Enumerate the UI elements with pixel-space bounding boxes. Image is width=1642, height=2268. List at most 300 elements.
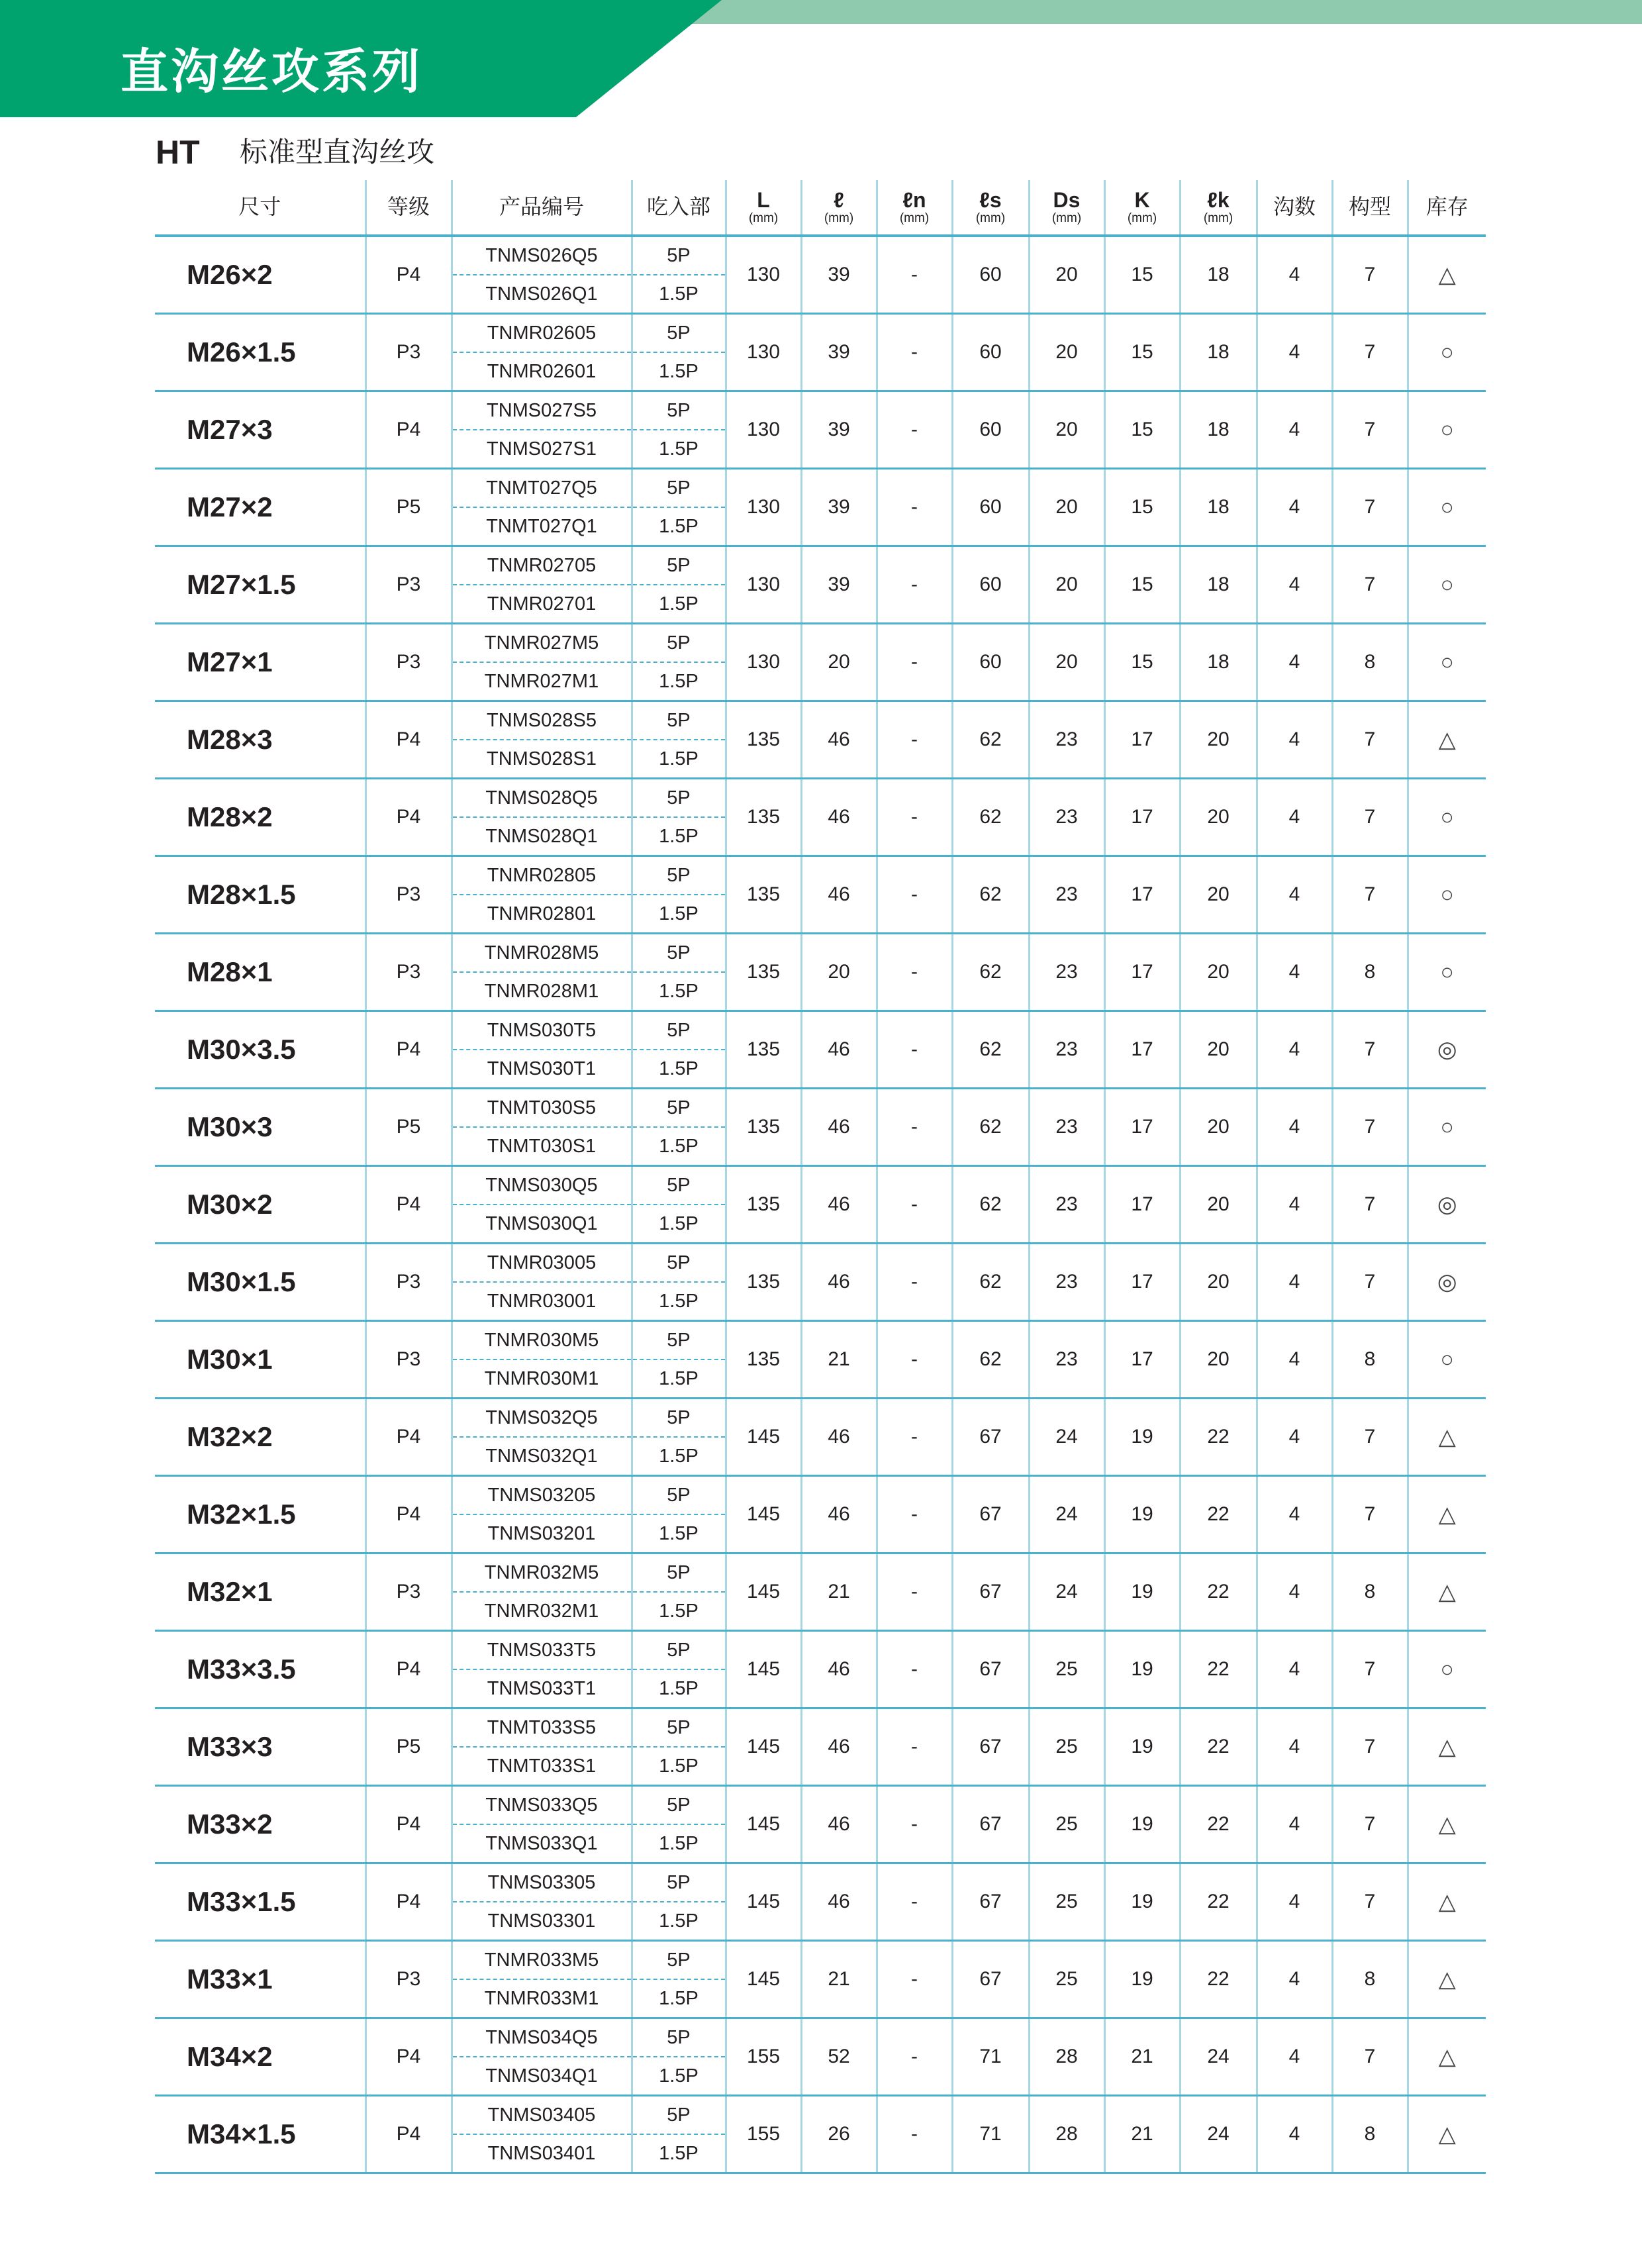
size-cell: M32×1.5	[155, 1476, 365, 1553]
diameter-Ds-cell: 25	[1029, 1708, 1104, 1786]
product-code-cell: TNMS033Q1	[452, 1824, 632, 1863]
table-row	[155, 1476, 1486, 1515]
diameter-Ds-cell: 23	[1029, 1244, 1104, 1321]
stock-mark-cell: ○	[1408, 546, 1486, 624]
length-ls-cell: 67	[952, 1553, 1029, 1631]
entry-cell: 5P	[632, 391, 726, 430]
length-l-cell: 46	[801, 1166, 877, 1244]
grade-cell: P4	[365, 391, 452, 469]
length-lk-cell: 20	[1180, 856, 1257, 934]
stock-mark-cell: ○	[1408, 1321, 1486, 1399]
entry-cell: 5P	[632, 1011, 726, 1050]
length-L-cell: 145	[726, 1863, 801, 1941]
table-row	[155, 1786, 1486, 1825]
grade-cell: P4	[365, 1786, 452, 1863]
flute-count-cell: 4	[1257, 236, 1332, 314]
length-lk-cell: 22	[1180, 1863, 1257, 1941]
length-l-cell: 46	[801, 1244, 877, 1321]
flute-count-cell: 4	[1257, 1011, 1332, 1089]
diameter-Ds-cell: 20	[1029, 624, 1104, 701]
length-L-cell: 130	[726, 546, 801, 624]
length-l-cell: 39	[801, 546, 877, 624]
length-ls-cell: 67	[952, 1786, 1029, 1863]
length-l-cell: 21	[801, 1321, 877, 1399]
size-cell: M27×2	[155, 469, 365, 546]
entry-cell: 1.5P	[632, 1669, 726, 1708]
length-ls-cell: 62	[952, 934, 1029, 1011]
page-title: 直沟丝攻系列	[121, 44, 423, 99]
product-code-cell: TNMT027Q1	[452, 507, 632, 546]
length-lk-cell: 22	[1180, 1941, 1257, 2018]
length-l-cell: 46	[801, 1011, 877, 1089]
product-code-cell: TNMS027S5	[452, 391, 632, 430]
size-cell: M30×1.5	[155, 1244, 365, 1321]
type-number-cell: 7	[1332, 2018, 1408, 2096]
dimension-K-cell: 15	[1104, 391, 1180, 469]
col-header-l	[801, 180, 877, 236]
product-code-cell: TNMS028S1	[452, 740, 632, 779]
length-lk-cell: 20	[1180, 1166, 1257, 1244]
size-cell: M30×3	[155, 1089, 365, 1166]
length-ls-cell: 60	[952, 236, 1029, 314]
diameter-Ds-cell: 20	[1029, 314, 1104, 391]
grade-cell: P3	[365, 934, 452, 1011]
dimension-K-cell: 19	[1104, 1631, 1180, 1708]
entry-cell: 1.5P	[632, 1050, 726, 1089]
diameter-Ds-cell: 23	[1029, 1321, 1104, 1399]
type-number-cell: 7	[1332, 779, 1408, 856]
length-ln-cell: -	[877, 624, 952, 701]
diameter-Ds-cell: 20	[1029, 469, 1104, 546]
table-row	[155, 236, 1486, 275]
length-lk-cell: 18	[1180, 391, 1257, 469]
stock-mark-cell: △	[1408, 2018, 1486, 2096]
product-code-cell: TNMS03405	[452, 2096, 632, 2135]
product-code-cell: TNMS033Q5	[452, 1786, 632, 1825]
entry-cell: 5P	[632, 2096, 726, 2135]
length-ln-cell: -	[877, 1089, 952, 1166]
stock-mark-cell: △	[1408, 1786, 1486, 1863]
entry-cell: 1.5P	[632, 275, 726, 314]
flute-count-cell: 4	[1257, 1166, 1332, 1244]
product-code-cell: TNMS030Q1	[452, 1205, 632, 1244]
table-row	[155, 1321, 1486, 1360]
grade-cell: P4	[365, 2018, 452, 2096]
size-cell: M27×1.5	[155, 546, 365, 624]
length-ln-cell: -	[877, 1863, 952, 1941]
dimension-K-cell: 17	[1104, 1166, 1180, 1244]
length-lk-cell: 22	[1180, 1553, 1257, 1631]
type-number-cell: 7	[1332, 391, 1408, 469]
product-code-cell: TNMS026Q1	[452, 275, 632, 314]
product-code-cell: TNMR028M5	[452, 934, 632, 973]
stock-mark-cell: ○	[1408, 624, 1486, 701]
stock-mark-cell: △	[1408, 1476, 1486, 1553]
dimension-K-cell: 19	[1104, 1476, 1180, 1553]
table-row	[155, 624, 1486, 663]
type-number-cell: 8	[1332, 2096, 1408, 2173]
table-row	[155, 2018, 1486, 2057]
col-header-symbol: Ds	[1053, 188, 1081, 213]
product-code-cell: TNMR02801	[452, 895, 632, 934]
flute-count-cell: 4	[1257, 934, 1332, 1011]
table-row	[155, 1631, 1486, 1670]
size-cell: M27×3	[155, 391, 365, 469]
dimension-K-cell: 19	[1104, 1863, 1180, 1941]
grade-cell: P4	[365, 1399, 452, 1476]
col-header-size: 尺寸	[155, 180, 365, 236]
series-name: 标准型直沟丝攻	[240, 136, 435, 168]
type-number-cell: 7	[1332, 314, 1408, 391]
entry-cell: 5P	[632, 1863, 726, 1902]
length-ln-cell: -	[877, 391, 952, 469]
table-row	[155, 1708, 1486, 1748]
length-ls-cell: 62	[952, 1166, 1029, 1244]
length-ln-cell: -	[877, 701, 952, 779]
diameter-Ds-cell: 23	[1029, 856, 1104, 934]
entry-cell: 1.5P	[632, 1514, 726, 1553]
length-L-cell: 135	[726, 934, 801, 1011]
product-code-cell: TNMT033S5	[452, 1708, 632, 1748]
length-lk-cell: 18	[1180, 624, 1257, 701]
flute-count-cell: 4	[1257, 856, 1332, 934]
table-row	[155, 2096, 1486, 2135]
length-lk-cell: 22	[1180, 1631, 1257, 1708]
entry-cell: 5P	[632, 701, 726, 740]
length-ls-cell: 67	[952, 1399, 1029, 1476]
length-ln-cell: -	[877, 1553, 952, 1631]
grade-cell: P4	[365, 236, 452, 314]
length-ls-cell: 60	[952, 469, 1029, 546]
diameter-Ds-cell: 20	[1029, 236, 1104, 314]
length-ln-cell: -	[877, 856, 952, 934]
length-L-cell: 135	[726, 1244, 801, 1321]
type-number-cell: 8	[1332, 624, 1408, 701]
entry-cell: 1.5P	[632, 1979, 726, 2018]
length-L-cell: 135	[726, 1011, 801, 1089]
stock-mark-cell: ◎	[1408, 1244, 1486, 1321]
type-number-cell: 7	[1332, 1011, 1408, 1089]
stock-mark-cell: ◎	[1408, 1011, 1486, 1089]
type-number-cell: 8	[1332, 1321, 1408, 1399]
flute-count-cell: 4	[1257, 1244, 1332, 1321]
length-ls-cell: 60	[952, 314, 1029, 391]
entry-cell: 5P	[632, 314, 726, 353]
entry-cell: 1.5P	[632, 1824, 726, 1863]
length-ln-cell: -	[877, 1476, 952, 1553]
col-header-lk	[1180, 180, 1257, 236]
product-code-cell: TNMR028M1	[452, 972, 632, 1011]
entry-cell: 5P	[632, 1244, 726, 1283]
length-lk-cell: 18	[1180, 236, 1257, 314]
table-header	[155, 180, 1486, 236]
grade-cell: P4	[365, 2096, 452, 2173]
product-code-cell: TNMS03305	[452, 1863, 632, 1902]
stock-mark-cell: ○	[1408, 779, 1486, 856]
length-ls-cell: 71	[952, 2096, 1029, 2173]
col-header-type: 构型	[1332, 180, 1408, 236]
product-code-cell: TNMS03401	[452, 2134, 632, 2173]
length-L-cell: 145	[726, 1553, 801, 1631]
entry-cell: 1.5P	[632, 972, 726, 1011]
type-number-cell: 8	[1332, 1941, 1408, 2018]
type-number-cell: 8	[1332, 1553, 1408, 1631]
length-ln-cell: -	[877, 1941, 952, 2018]
col-header-L	[726, 180, 801, 236]
diameter-Ds-cell: 23	[1029, 1011, 1104, 1089]
length-ln-cell: -	[877, 779, 952, 856]
diameter-Ds-cell: 24	[1029, 1476, 1104, 1553]
length-L-cell: 135	[726, 1089, 801, 1166]
col-header-grade: 等级	[365, 180, 452, 236]
size-cell: M28×3	[155, 701, 365, 779]
length-l-cell: 39	[801, 314, 877, 391]
product-code-cell: TNMT030S5	[452, 1089, 632, 1128]
table-row	[155, 1166, 1486, 1205]
length-ls-cell: 67	[952, 1708, 1029, 1786]
product-code-cell: TNMR02601	[452, 352, 632, 391]
product-code-cell: TNMR030M5	[452, 1321, 632, 1360]
product-code-cell: TNMR02705	[452, 546, 632, 585]
col-header-unit: (mm)	[975, 211, 1006, 225]
length-lk-cell: 20	[1180, 779, 1257, 856]
entry-cell: 5P	[632, 1321, 726, 1360]
dimension-K-cell: 21	[1104, 2018, 1180, 2096]
length-L-cell: 145	[726, 1631, 801, 1708]
length-ln-cell: -	[877, 1011, 952, 1089]
length-ls-cell: 62	[952, 1321, 1029, 1399]
size-cell: M33×1	[155, 1941, 365, 2018]
stock-mark-cell: △	[1408, 2096, 1486, 2173]
grade-cell: P4	[365, 1631, 452, 1708]
type-number-cell: 8	[1332, 934, 1408, 1011]
dimension-K-cell: 17	[1104, 856, 1180, 934]
size-cell: M28×2	[155, 779, 365, 856]
entry-cell: 1.5P	[632, 352, 726, 391]
flute-count-cell: 4	[1257, 1631, 1332, 1708]
length-L-cell: 135	[726, 1321, 801, 1399]
size-cell: M30×1	[155, 1321, 365, 1399]
entry-cell: 1.5P	[632, 662, 726, 701]
length-ln-cell: -	[877, 546, 952, 624]
diameter-Ds-cell: 23	[1029, 934, 1104, 1011]
grade-cell: P3	[365, 856, 452, 934]
diameter-Ds-cell: 28	[1029, 2096, 1104, 2173]
table-row	[155, 546, 1486, 585]
stock-mark-cell: ○	[1408, 391, 1486, 469]
col-header-Ds	[1029, 180, 1104, 236]
flute-count-cell: 4	[1257, 1399, 1332, 1476]
product-code-cell: TNMS030T1	[452, 1050, 632, 1089]
table-row	[155, 1941, 1486, 1980]
entry-cell: 1.5P	[632, 740, 726, 779]
flute-count-cell: 4	[1257, 391, 1332, 469]
length-ls-cell: 67	[952, 1863, 1029, 1941]
col-header-stock: 库存	[1408, 180, 1486, 236]
length-ln-cell: -	[877, 2018, 952, 2096]
table-body	[155, 236, 1486, 2173]
entry-cell: 1.5P	[632, 1902, 726, 1941]
diameter-Ds-cell: 25	[1029, 1786, 1104, 1863]
length-l-cell: 46	[801, 856, 877, 934]
flute-count-cell: 4	[1257, 1089, 1332, 1166]
dimension-K-cell: 19	[1104, 1786, 1180, 1863]
type-number-cell: 7	[1332, 1166, 1408, 1244]
product-code-cell: TNMR02701	[452, 585, 632, 624]
entry-cell: 1.5P	[632, 1747, 726, 1786]
size-cell: M28×1	[155, 934, 365, 1011]
col-header-unit: (mm)	[1203, 211, 1233, 225]
series-code: HT	[156, 134, 200, 171]
length-lk-cell: 20	[1180, 1244, 1257, 1321]
grade-cell: P3	[365, 1941, 452, 2018]
type-number-cell: 7	[1332, 546, 1408, 624]
product-code-cell: TNMS030Q5	[452, 1166, 632, 1205]
col-header-ls	[952, 180, 1029, 236]
diameter-Ds-cell: 20	[1029, 391, 1104, 469]
entry-cell: 1.5P	[632, 430, 726, 469]
length-ln-cell: -	[877, 314, 952, 391]
entry-cell: 1.5P	[632, 1282, 726, 1321]
length-l-cell: 39	[801, 391, 877, 469]
entry-cell: 1.5P	[632, 585, 726, 624]
grade-cell: P3	[365, 1244, 452, 1321]
stock-mark-cell: ◎	[1408, 1166, 1486, 1244]
length-l-cell: 46	[801, 1786, 877, 1863]
product-code-cell: TNMS033T5	[452, 1631, 632, 1670]
product-code-cell: TNMR03001	[452, 1282, 632, 1321]
product-code-cell: TNMT027Q5	[452, 469, 632, 508]
entry-cell: 5P	[632, 1941, 726, 1980]
grade-cell: P4	[365, 1011, 452, 1089]
entry-cell: 1.5P	[632, 1437, 726, 1476]
length-L-cell: 145	[726, 1786, 801, 1863]
col-header-symbol: ℓ	[834, 188, 844, 213]
length-lk-cell: 20	[1180, 1011, 1257, 1089]
length-lk-cell: 20	[1180, 701, 1257, 779]
col-header-product-code: 产品编号	[452, 180, 632, 236]
size-cell: M28×1.5	[155, 856, 365, 934]
stock-mark-cell: △	[1408, 236, 1486, 314]
length-ln-cell: -	[877, 1786, 952, 1863]
length-l-cell: 46	[801, 1399, 877, 1476]
length-l-cell: 20	[801, 624, 877, 701]
table-row	[155, 1089, 1486, 1128]
size-cell: M33×1.5	[155, 1863, 365, 1941]
type-number-cell: 7	[1332, 1244, 1408, 1321]
length-L-cell: 145	[726, 1708, 801, 1786]
length-lk-cell: 22	[1180, 1399, 1257, 1476]
length-L-cell: 130	[726, 624, 801, 701]
col-header-entry: 吃入部	[632, 180, 726, 236]
size-cell: M33×3.5	[155, 1631, 365, 1708]
grade-cell: P3	[365, 624, 452, 701]
type-number-cell: 7	[1332, 236, 1408, 314]
flute-count-cell: 4	[1257, 1476, 1332, 1553]
diameter-Ds-cell: 25	[1029, 1631, 1104, 1708]
length-l-cell: 21	[801, 1941, 877, 2018]
entry-cell: 1.5P	[632, 1127, 726, 1166]
col-header-K	[1104, 180, 1180, 236]
size-cell: M32×1	[155, 1553, 365, 1631]
product-code-cell: TNMS028S5	[452, 701, 632, 740]
col-header-flutes: 沟数	[1257, 180, 1332, 236]
grade-cell: P5	[365, 1089, 452, 1166]
dimension-K-cell: 15	[1104, 314, 1180, 391]
grade-cell: P3	[365, 1553, 452, 1631]
table-row	[155, 314, 1486, 353]
table-row	[155, 934, 1486, 973]
size-cell: M27×1	[155, 624, 365, 701]
length-ls-cell: 60	[952, 391, 1029, 469]
type-number-cell: 7	[1332, 1708, 1408, 1786]
length-lk-cell: 20	[1180, 934, 1257, 1011]
col-header-symbol: K	[1134, 188, 1150, 213]
length-l-cell: 39	[801, 469, 877, 546]
diameter-Ds-cell: 23	[1029, 701, 1104, 779]
length-L-cell: 130	[726, 391, 801, 469]
diameter-Ds-cell: 24	[1029, 1399, 1104, 1476]
stock-mark-cell: △	[1408, 1399, 1486, 1476]
product-code-cell: TNMS030T5	[452, 1011, 632, 1050]
length-ln-cell: -	[877, 934, 952, 1011]
grade-cell: P4	[365, 701, 452, 779]
length-lk-cell: 18	[1180, 469, 1257, 546]
size-cell: M34×2	[155, 2018, 365, 2096]
product-code-cell: TNMS032Q5	[452, 1399, 632, 1438]
header-row	[155, 180, 1486, 236]
length-l-cell: 46	[801, 1863, 877, 1941]
table-row	[155, 1553, 1486, 1593]
length-l-cell: 46	[801, 1631, 877, 1708]
length-lk-cell: 18	[1180, 314, 1257, 391]
length-ls-cell: 60	[952, 624, 1029, 701]
stock-mark-cell: △	[1408, 1863, 1486, 1941]
length-ls-cell: 60	[952, 546, 1029, 624]
type-number-cell: 7	[1332, 701, 1408, 779]
length-ls-cell: 67	[952, 1941, 1029, 2018]
length-l-cell: 46	[801, 1476, 877, 1553]
col-header-ln	[877, 180, 952, 236]
product-code-cell: TNMR032M5	[452, 1553, 632, 1593]
length-ln-cell: -	[877, 1321, 952, 1399]
length-L-cell: 135	[726, 701, 801, 779]
stock-mark-cell: ○	[1408, 856, 1486, 934]
col-header-unit: (mm)	[1051, 211, 1082, 225]
length-L-cell: 130	[726, 314, 801, 391]
length-l-cell: 46	[801, 779, 877, 856]
dimension-K-cell: 19	[1104, 1553, 1180, 1631]
product-code-cell: TNMT033S1	[452, 1747, 632, 1786]
dimension-K-cell: 17	[1104, 1011, 1180, 1089]
flute-count-cell: 4	[1257, 701, 1332, 779]
diameter-Ds-cell: 24	[1029, 1553, 1104, 1631]
stock-mark-cell: ○	[1408, 314, 1486, 391]
flute-count-cell: 4	[1257, 546, 1332, 624]
length-ln-cell: -	[877, 1244, 952, 1321]
dimension-K-cell: 19	[1104, 1941, 1180, 2018]
flute-count-cell: 4	[1257, 1863, 1332, 1941]
grade-cell: P4	[365, 1863, 452, 1941]
length-lk-cell: 22	[1180, 1786, 1257, 1863]
type-number-cell: 7	[1332, 1863, 1408, 1941]
length-L-cell: 135	[726, 1166, 801, 1244]
dimension-K-cell: 17	[1104, 779, 1180, 856]
length-L-cell: 145	[726, 1399, 801, 1476]
stock-mark-cell: △	[1408, 1553, 1486, 1631]
col-header-symbol: ℓn	[902, 188, 926, 213]
dimension-K-cell: 17	[1104, 1244, 1180, 1321]
